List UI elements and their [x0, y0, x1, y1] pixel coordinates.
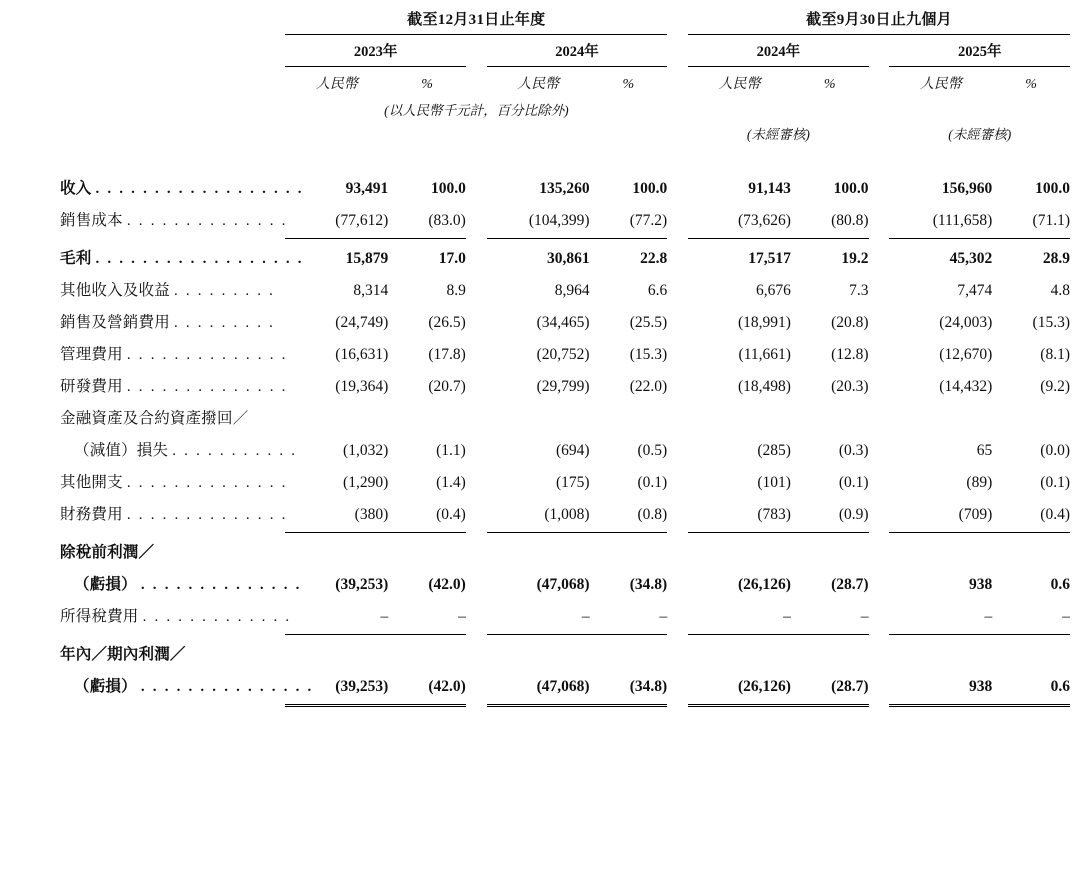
- row-label: 所得稅費用 . . . . . . . . . . . . .: [60, 608, 292, 625]
- row-value: (694): [555, 442, 590, 459]
- header-currency-4: 人民幣: [919, 77, 962, 92]
- row-label: 收入 . . . . . . . . . . . . . . . . . .: [60, 180, 304, 197]
- row-value: 6,676: [756, 282, 791, 299]
- row-value: (25.5): [629, 314, 668, 331]
- row-value: 45,302: [949, 250, 993, 267]
- header-percent-3: %: [823, 77, 836, 92]
- row-value: (101): [757, 474, 791, 491]
- leader-dots: . . . . . . . . . . . . . . . . . .: [95, 251, 304, 267]
- row-value: 100.0: [632, 180, 668, 197]
- row-label: 銷售成本 . . . . . . . . . . . . . .: [60, 212, 288, 229]
- table-row: [60, 463, 1070, 495]
- row-value: (0.5): [637, 442, 668, 459]
- header-currency-2: 人民幣: [517, 77, 560, 92]
- row-value: (34.8): [629, 576, 668, 593]
- rule: [487, 706, 590, 708]
- row-value: 7.3: [849, 282, 869, 299]
- table-row: [60, 239, 1070, 271]
- row-value: (12.8): [831, 346, 869, 363]
- row-label: 其他開支 . . . . . . . . . . . . . .: [60, 474, 288, 491]
- rule: [889, 706, 992, 708]
- header-group-annual: 截至12月31日止年度: [407, 12, 546, 28]
- row-value: (26,126): [737, 678, 791, 695]
- row-value: (16,631): [335, 346, 389, 363]
- rule: [688, 706, 791, 708]
- row-value: (39,253): [335, 678, 389, 695]
- row-label: 毛利 . . . . . . . . . . . . . . . . . .: [60, 250, 304, 267]
- header-group-ninemonths: 截至9月30日止九個月: [806, 12, 952, 28]
- header-body-spacer: [60, 143, 1070, 169]
- row-label: 其他收入及收益 . . . . . . . . .: [60, 282, 276, 299]
- row-value: 17.0: [438, 250, 466, 267]
- unit-note: (以人民幣千元計，百分比除外): [384, 103, 569, 118]
- table-row: [60, 303, 1070, 335]
- table-row: [60, 597, 1070, 629]
- row-value: (83.0): [428, 212, 466, 229]
- row-value: (18,991): [737, 314, 791, 331]
- header-percent-4: %: [1025, 77, 1037, 92]
- row-value: (17.8): [428, 346, 466, 363]
- row-value: (34,465): [536, 314, 590, 331]
- unaudited-note-1: (未經審核): [746, 127, 810, 142]
- row-value: (77.2): [629, 212, 668, 229]
- table-row: [60, 367, 1070, 399]
- row-value: 135,260: [539, 180, 590, 197]
- row-value: (15.3): [1032, 314, 1070, 331]
- financial-summary-table: [60, 8, 1070, 707]
- header-currency-3: 人民幣: [718, 77, 761, 92]
- table-row: [60, 495, 1070, 527]
- leader-dots: . . . . . . . . . . . . . .: [126, 347, 288, 363]
- row-value: (42.0): [428, 678, 466, 695]
- row-value: (380): [354, 506, 389, 523]
- row-value: –: [581, 608, 590, 625]
- rule: [791, 706, 869, 708]
- row-value: (1.1): [436, 442, 466, 459]
- row-value: –: [1062, 608, 1070, 625]
- row-value: 28.9: [1042, 250, 1070, 267]
- row-value: (1,032): [343, 442, 389, 459]
- unaudited-note-2: (未經審核): [948, 127, 1012, 142]
- row-value: –: [860, 608, 869, 625]
- header-unit-note-row: [60, 95, 1070, 119]
- row-label: 管理費用 . . . . . . . . . . . . . .: [60, 346, 288, 363]
- row-value: –: [458, 608, 466, 625]
- row-value: (89): [966, 474, 993, 491]
- row-label: 財務費用 . . . . . . . . . . . . . .: [60, 506, 288, 523]
- row-value: –: [984, 608, 993, 625]
- row-value: –: [659, 608, 668, 625]
- row-value: (47,068): [536, 576, 590, 593]
- leader-dots: . . . . . . . . . . . . . .: [126, 379, 288, 395]
- row-value: (709): [958, 506, 993, 523]
- row-value: (73,626): [737, 212, 791, 229]
- row-value: 7,474: [957, 282, 993, 299]
- leader-dots: . . . . . . . . . . . . .: [142, 609, 292, 625]
- row-value: 938: [969, 678, 993, 695]
- table-row: [60, 533, 1070, 565]
- header-year-2024-annual: 2024年: [555, 44, 599, 60]
- header-year-2024-ninemonths: 2024年: [756, 44, 801, 60]
- row-value: (42.0): [428, 576, 466, 593]
- row-value: (80.8): [831, 212, 869, 229]
- header-group-row: [60, 8, 1070, 33]
- row-value: (26,126): [737, 576, 791, 593]
- row-value: (47,068): [536, 678, 590, 695]
- row-value: 8,314: [353, 282, 389, 299]
- table-row: [60, 169, 1070, 201]
- table-row: [60, 635, 1070, 667]
- leader-dots: . . . . . . . . . . .: [172, 443, 298, 459]
- row-value: (783): [757, 506, 791, 523]
- row-value: (0.4): [436, 506, 466, 523]
- row-value: 0.6: [1050, 576, 1070, 593]
- row-label: （虧損） . . . . . . . . . . . . . .: [74, 576, 302, 593]
- table-row: [60, 565, 1070, 597]
- header-currency-1: 人民幣: [315, 77, 358, 92]
- row-label: 金融資產及合約資產撥回／: [60, 410, 249, 427]
- row-value: 22.8: [640, 250, 668, 267]
- header-unaudited-row: [60, 119, 1070, 143]
- row-value: 100.0: [1035, 180, 1070, 197]
- row-value: (104,399): [528, 212, 590, 229]
- row-value: (20.7): [428, 378, 466, 395]
- leader-dots: . . . . . . . . . . . . . .: [126, 475, 288, 491]
- row-value: (39,253): [335, 576, 389, 593]
- row-value: (26.5): [428, 314, 466, 331]
- row-value: (8.1): [1040, 346, 1070, 363]
- rule: [590, 706, 668, 708]
- row-label: 年內／期內利潤／: [60, 646, 186, 663]
- row-value: (34.8): [629, 678, 668, 695]
- leader-dots: . . . . . . . . . . . . . .: [126, 507, 288, 523]
- row-value: 156,960: [941, 180, 993, 197]
- row-value: (0.9): [838, 506, 869, 523]
- row-value: (0.8): [637, 506, 668, 523]
- row-value: (19,364): [335, 378, 389, 395]
- leader-dots: . . . . . . . . . . . . . . . . . .: [95, 181, 304, 197]
- row-value: (15.3): [629, 346, 668, 363]
- row-value: (20.8): [831, 314, 869, 331]
- row-value: 6.6: [647, 282, 668, 299]
- row-value: (71.1): [1032, 212, 1070, 229]
- row-value: 19.2: [841, 250, 869, 267]
- row-value: (29,799): [536, 378, 590, 395]
- row-value: –: [380, 608, 389, 625]
- row-value: (24,749): [335, 314, 389, 331]
- row-value: (28.7): [831, 576, 869, 593]
- header-year-2025-ninemonths: 2025年: [957, 44, 1002, 60]
- row-value: 4.8: [1050, 282, 1070, 299]
- row-label: 除稅前利潤／: [60, 544, 155, 561]
- row-label: （減值）損失 . . . . . . . . . . .: [74, 442, 298, 459]
- row-value: (22.0): [629, 378, 668, 395]
- row-value: 100.0: [833, 180, 869, 197]
- leader-dots: . . . . . . . . . . . . . .: [126, 213, 288, 229]
- row-value: (20.3): [831, 378, 869, 395]
- row-value: 8.9: [446, 282, 466, 299]
- row-value: (24,003): [939, 314, 993, 331]
- header-percent-1: %: [421, 77, 433, 92]
- financial-statement-page: [0, 8, 1080, 887]
- row-value: (0.0): [1040, 442, 1070, 459]
- table-row: [60, 667, 1070, 699]
- row-value: (0.1): [637, 474, 668, 491]
- header-year-2023: 2023年: [353, 44, 398, 60]
- row-value: 65: [976, 442, 993, 459]
- row-value: (20,752): [536, 346, 590, 363]
- row-value: (11,661): [738, 346, 791, 363]
- row-value: (285): [757, 442, 791, 459]
- row-value: (28.7): [831, 678, 869, 695]
- row-value: 100.0: [430, 180, 466, 197]
- row-value: (12,670): [939, 346, 993, 363]
- rule: [388, 706, 466, 708]
- row-value: (0.4): [1040, 506, 1070, 523]
- header-percent-2: %: [622, 77, 635, 92]
- rule: [285, 706, 388, 708]
- row-value: 938: [969, 576, 993, 593]
- row-value: 93,491: [345, 180, 389, 197]
- table-row: [60, 335, 1070, 367]
- row-label: 研發費用 . . . . . . . . . . . . . .: [60, 378, 288, 395]
- leader-dots: . . . . . . . . . . . . . .: [140, 577, 302, 593]
- table-row: [60, 201, 1070, 233]
- row-label: （虧損） . . . . . . . . . . . . . . .: [74, 678, 314, 695]
- row-value: (1,008): [544, 506, 590, 523]
- rule: [992, 706, 1070, 708]
- row-value: (0.3): [838, 442, 869, 459]
- table-row: [60, 399, 1070, 431]
- row-value: (0.1): [838, 474, 869, 491]
- row-value: 0.6: [1050, 678, 1070, 695]
- row-value: (1,290): [343, 474, 389, 491]
- row-value: (1.4): [436, 474, 466, 491]
- table-row: [60, 431, 1070, 463]
- row-value: 91,143: [748, 180, 791, 197]
- header-currency-row: [60, 67, 1070, 96]
- row-value: (77,612): [335, 212, 389, 229]
- row-value: –: [783, 608, 791, 625]
- leader-dots: . . . . . . . . . . . . . . .: [140, 679, 314, 695]
- row-value: 15,879: [345, 250, 389, 267]
- leader-dots: . . . . . . . . .: [173, 283, 276, 299]
- row-value: 17,517: [748, 250, 791, 267]
- row-value: (175): [555, 474, 590, 491]
- table-row: [60, 271, 1070, 303]
- row-value: 30,861: [546, 250, 590, 267]
- row-value: (18,498): [737, 378, 791, 395]
- leader-dots: . . . . . . . . .: [173, 315, 276, 331]
- row-value: 8,964: [554, 282, 590, 299]
- row-value: (0.1): [1040, 474, 1070, 491]
- row-value: (9.2): [1040, 378, 1070, 395]
- row-value: (14,432): [939, 378, 993, 395]
- total-double-rule-row: [60, 706, 1070, 708]
- row-label: 銷售及營銷費用 . . . . . . . . .: [60, 314, 276, 331]
- header-year-row: [60, 35, 1070, 66]
- row-value: (111,658): [932, 212, 993, 229]
